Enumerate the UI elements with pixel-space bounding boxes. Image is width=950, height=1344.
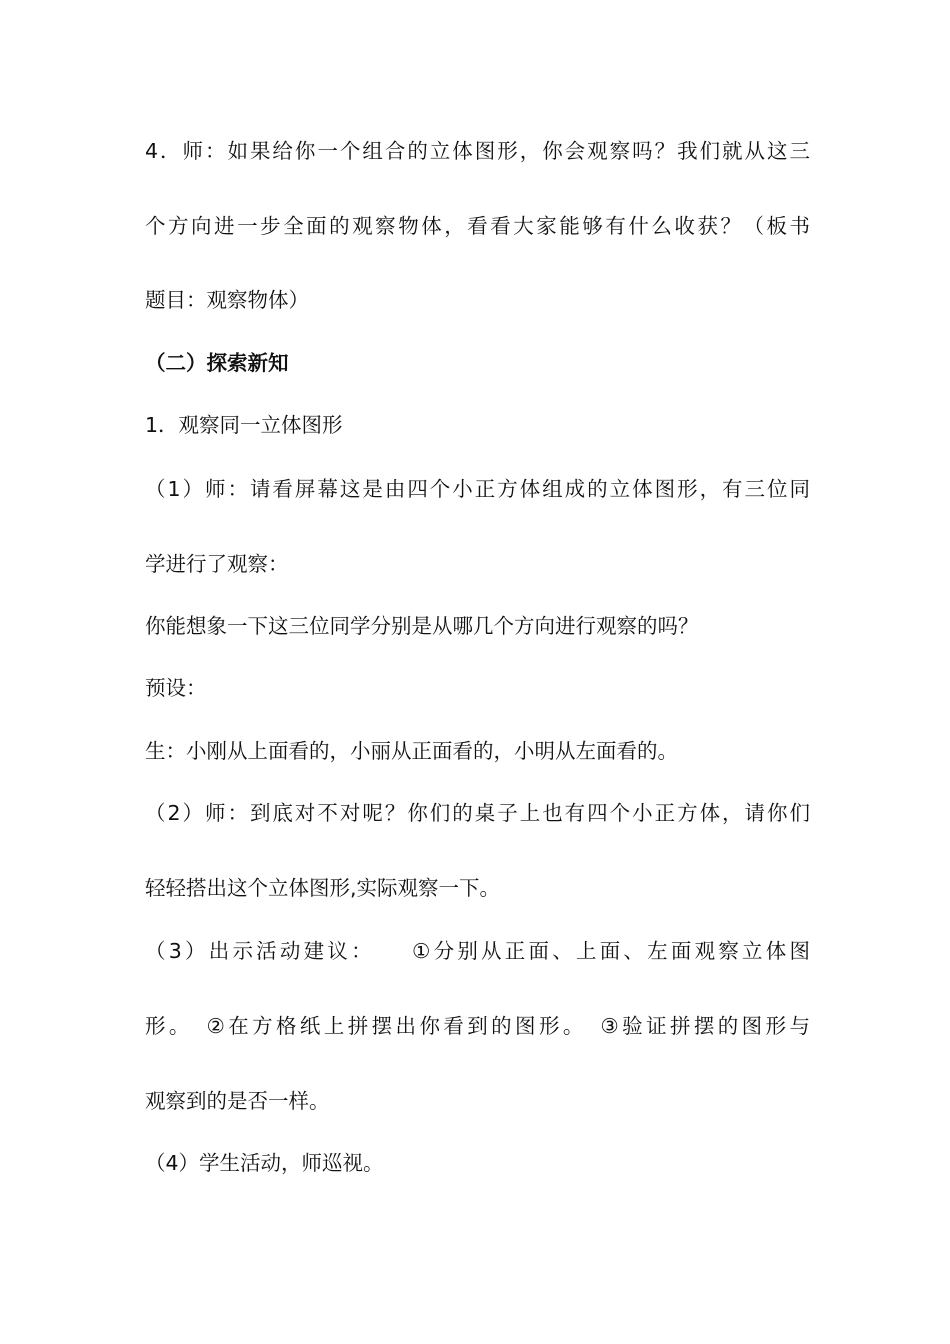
paragraph-line-10: 生：小刚从上面看的，小丽从正面看的，小明从左面看的。: [145, 739, 678, 763]
paragraph-line-13: （3）出示活动建议： ①分别从正面、上面、左面观察立体图: [145, 939, 810, 963]
paragraph-line-12: 轻轻搭出这个立体图形,实际观察一下。: [145, 876, 501, 900]
paragraph-line-7: 学进行了观察：: [145, 552, 289, 576]
paragraph-line-2: 个方向进一步全面的观察物体，看看大家能够有什么收获？（板书: [145, 214, 810, 238]
subsection-heading: 1．观察同一立体图形: [145, 413, 343, 437]
section-heading: （二）探索新知: [145, 351, 289, 375]
paragraph-line-14: 形。 ②在方格纸上拼摆出你看到的图形。 ③验证拼摆的图形与: [145, 1014, 810, 1038]
paragraph-line-6: （1）师：请看屏幕这是由四个小正方体组成的立体图形，有三位同: [145, 477, 810, 501]
paragraph-line-11: （2）师：到底对不对呢？你们的桌子上也有四个小正方体，请你们: [145, 801, 810, 825]
paragraph-line-1: 4．师：如果给你一个组合的立体图形，你会观察吗？我们就从这三: [145, 139, 810, 163]
paragraph-line-15: 观察到的是否一样。: [145, 1089, 330, 1113]
paragraph-line-9: 预设：: [145, 676, 207, 700]
paragraph-line-3: 题目：观察物体）: [145, 288, 309, 312]
paragraph-line-8: 你能想象一下这三位同学分别是从哪几个方向进行观察的吗？: [145, 614, 699, 638]
paragraph-line-16: （4）学生活动，师巡视。: [145, 1151, 384, 1175]
